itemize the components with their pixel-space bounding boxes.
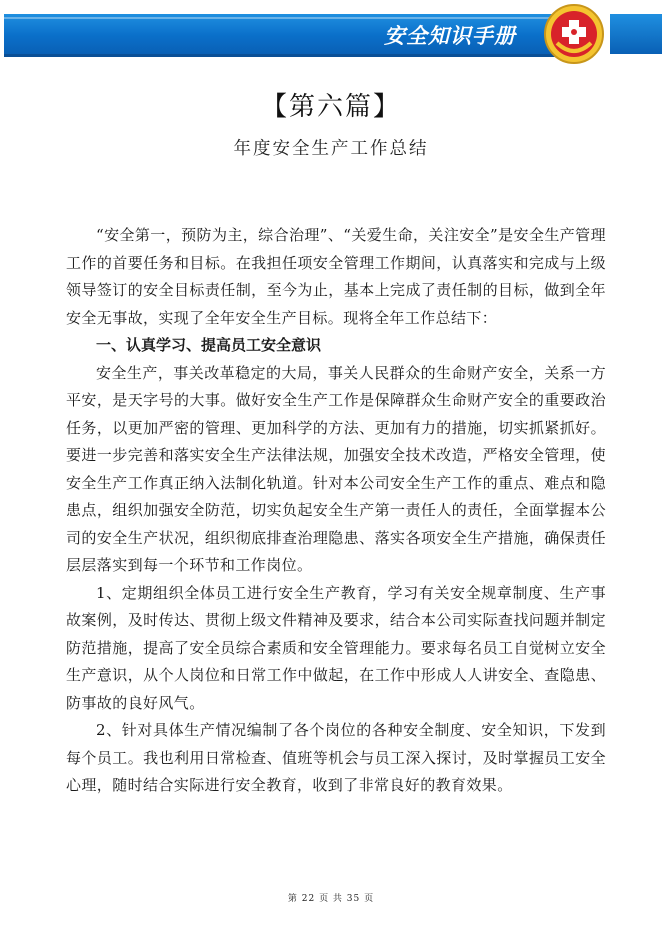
section-paragraph: 安全生产，事关改革稳定的大局，事关人民群众的生命财产安全，关系一方平安，是天字号的大事。做好安全生产工作是保障群众生命财产安全的重要政治任务，以更加严密的管理、更加科学的方法、更加有力的措施，切实抓紧抓好。要进一步完善和落实安全生产法律法规，加强安全技术改造，严格安全管理，使安全生产工作真正纳入法制化轨道。针对本公司安全生产工作的重点、难点和隐患点，组织加强安全防范，切实负起安全生产第一责任人的责任，全面掌握本公司的安全生产状况，组织彻底排查治理隐患、落实各项安全生产措施，确保责任层层落实到每一个环节和工作岗位。 [66,363,606,574]
document-body [66,222,606,800]
header-bar-end [610,14,662,54]
header-bar [4,14,578,57]
intro-paragraph: “安全第一，预防为主，综合治理”、“关爱生命，关注安全”是安全生产管理工作的首要任务和目标。在我担任项安全管理工作期间，认真落实和完成与上级领导签订的安全目标责任制，至今为止，基本上完成了责任制的目标，做到全年安全无事故，实现了全年安全生产目标。现将全年工作总结下： [66,226,606,327]
manual-title: 安全知识手册 [384,24,516,48]
list-item-2: 2、针对具体生产情况编制了各个岗位的各种安全制度、安全知识，下发到每个员工。我也利用日常检查、值班等机会与员工深入探讨，及时掌握员工安全心理，随时结合实际进行安全教育，收到了非常良好的教育效果。 [66,721,606,794]
section-heading: 一、认真学习、提高员工安全意识 [96,336,322,354]
list-item-1: 1、定期组织全体员工进行安全生产教育，学习有关安全规章制度、生产事故案例，及时传达、贯彻上级文件精神及要求，结合本公司实际查找问题并制定防范措施，提高了安全员综合素质和安全管理能力。要求每名员工自觉树立安全生产意识，从个人岗位和日常工作中做起，在工作中形成人人讲安全、查隐患、防事故的良好风气。 [66,583,606,712]
chapter-heading: 【第六篇】 [260,92,401,122]
safety-emblem-icon [543,3,605,65]
chapter-subtitle: 年度安全生产工作总结 [233,139,429,159]
page-number: 第 22 页 共 35 页 [287,894,375,904]
